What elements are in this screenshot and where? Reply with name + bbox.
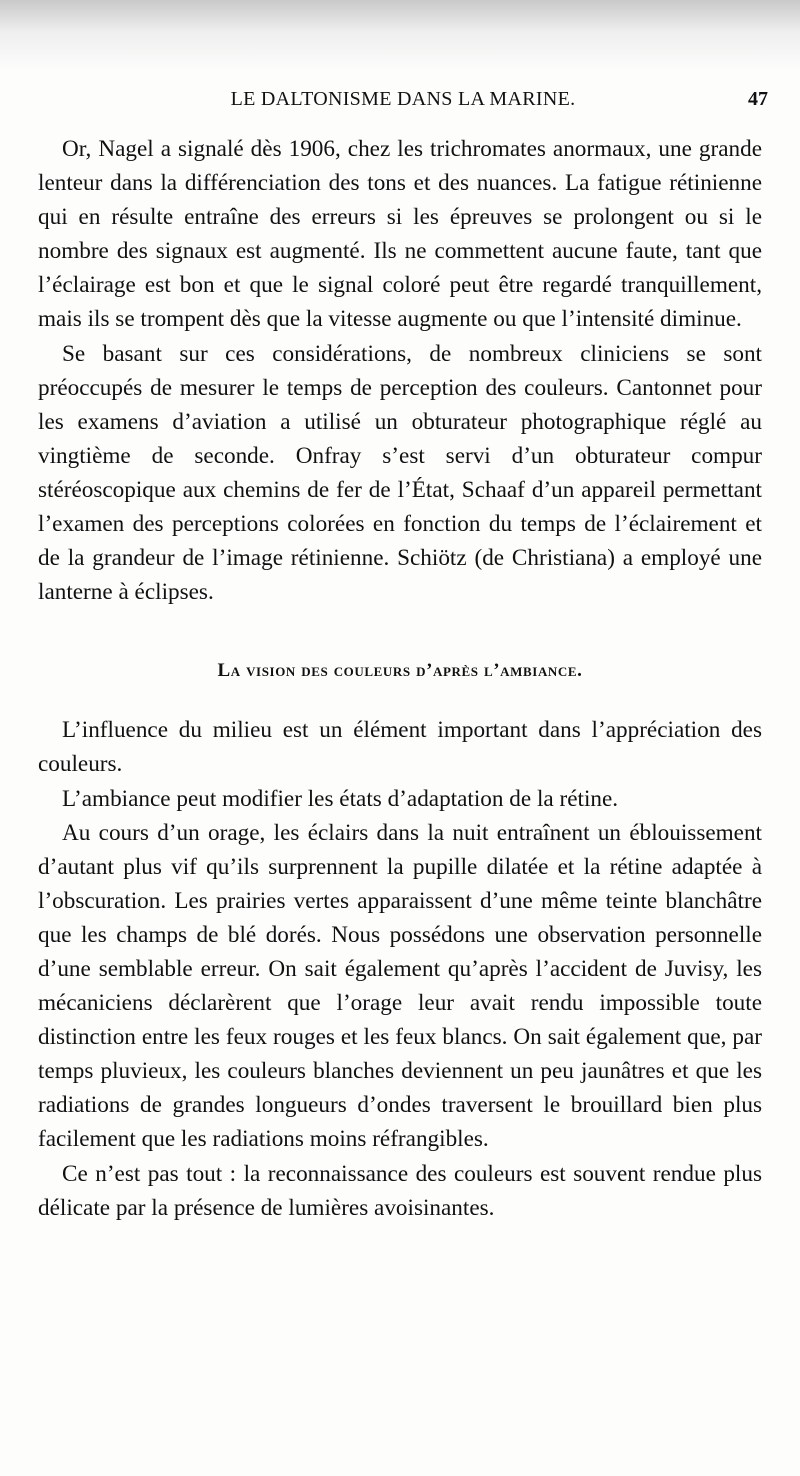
page-number: 47 bbox=[748, 88, 768, 110]
paragraph-nagel: Or, Nagel a signalé dès 1906, chez les trichromates anormaux, une grande lenteur dans la différenciation des tons et des nuances. La fatigue rétinienne qui en résulte entraîne des erreurs si les épreuves se prolongent ou si le nombre des signaux est augmenté. Ils ne commettent aucune faute, tant que l’éclairage est bon et que le signal coloré peut être regardé tranquillement, mais ils se trompent dès que la vitesse augmente ou que l’intensité diminue. bbox=[38, 136, 762, 333]
paragraph-ambiance: L’ambiance peut modifier les états d’adaptation de la rétine. bbox=[62, 785, 619, 812]
section-heading: La vision des couleurs d’après l’ambiance. bbox=[217, 660, 583, 682]
running-title: LE DALTONISME DANS LA MARINE. bbox=[230, 88, 576, 110]
page-header bbox=[38, 88, 768, 122]
paragraph-lumieres: Ce n’est pas tout : la reconnaissance des couleurs est souvent rendue plus délicate par la présence de lumières avoisinantes. bbox=[38, 1160, 762, 1221]
paragraph-influence: L’influence du milieu est un élément important dans l’appréciation des couleurs. bbox=[38, 717, 762, 778]
paragraph-orage: Au cours d’un orage, les éclairs dans la nuit entraînent un éblouissement d’autant plus vif qu’ils surprennent la pupille dilatée et la rétine adaptée à l’obscuration. Les prairies vertes apparaissent d’une même teinte blanchâtre que les champs de blé dorés. Nous possédons une observation personnelle d’une semblable erreur. On sait également qu’après l’accident de Juvisy, les mécaniciens déclarèrent que l’orage leur avait rendu impossible toute distinction entre les feux rouges et les feux blancs. On sait également que, par temps pluvieux, les couleurs blanches deviennent un peu jaunâtres et que les radiations de grandes longueurs d’ondes traversent le brouillard bien plus facilement que les radiations moins réfrangibles. bbox=[38, 819, 762, 1153]
scan-shadow bbox=[0, 0, 800, 70]
page-body bbox=[38, 132, 762, 1225]
paragraph-considerations: Se basant sur ces considérations, de nombreux cliniciens se sont préoccupés de mesurer le temps de perception des couleurs. Cantonnet pour les examens d’aviation a utilisé un obturateur photographique réglé au vingtième de seconde. Onfray s’est servi d’un obturateur compur stéréoscopique aux chemins de fer de l’État, Schaaf d’un appareil permettant l’examen des perceptions colorées en fonction du temps de l’éclairement et de la grandeur de l’image rétinienne. Schiötz (de Christiana) a employé une lanterne à éclipses. bbox=[38, 340, 762, 606]
